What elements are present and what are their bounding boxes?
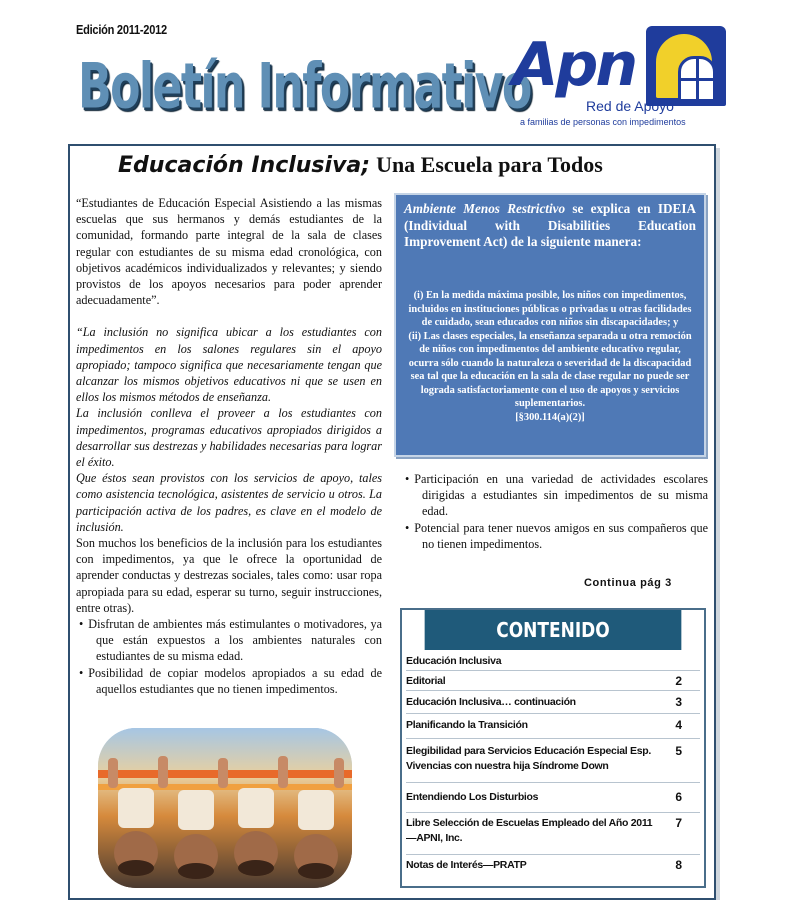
toc-title: Educación Inclusiva <box>406 655 502 667</box>
toc-row[interactable] <box>406 695 700 714</box>
logo-window-icon <box>678 56 716 102</box>
headline-main: Educación Inclusiva; <box>118 153 371 178</box>
toc-page: 6 <box>675 790 682 804</box>
list-item: • Potencial para tener nuevos amigos en sus compañeros que no tienen impedimentos. <box>402 520 708 552</box>
toc-row[interactable] <box>406 654 700 671</box>
logo-i-tower <box>646 26 726 106</box>
apni-logo <box>512 26 732 132</box>
inclusion-paragraph-1: “La inclusión no significa ubicar a los estudiantes con impedimentos en los salones regulares sin el apoyo apropiado; tampoco significa que necesariamente tengan que alcanzar los mismos objetivos educativos ni que se usen en ellos los mismos métodos de enseñanza. <box>76 325 382 405</box>
inclusion-paragraph-2: La inclusión conlleva el proveer a los estudiantes con impedimentos, programas educativos apropiados dirigidos a desarrollar sus destrezas y habilidades necesarias para lograr el éxito. <box>76 406 382 470</box>
benefits-list <box>76 616 382 697</box>
toc-title: Elegibilidad para Servicios Educación Especial Esp. Vivencias con nuestra hija Síndrome Down <box>406 745 651 772</box>
toc-page: 5 <box>675 744 682 758</box>
definition-paragraph: “Estudiantes de Educación Especial Asistiendo a las mismas escuelas que sus hermanos y demás estudiantes de la comunidad, formando parte integral de la sala de clases regular con estudiantes de su misma edad cronológica, con objetivos académicos individualizados y relevantes; y siendo provistos de los apoyos necesarios para poder aprender adecuadamente”. <box>76 196 382 308</box>
toc-row[interactable] <box>406 744 700 783</box>
contents-heading: CONTENIDO <box>425 610 682 650</box>
edition-label: Edición 2011-2012 <box>76 22 167 37</box>
idea-citation: [§300.114(a)(2)] <box>515 411 585 423</box>
children-photo <box>98 728 352 888</box>
toc-page: 3 <box>675 695 682 709</box>
idea-item-1: (i) En la medida máxima posible, los niños con impedimentos, incluidos en instituciones públicas o privadas u otras facilidades de cuidado, sean educados con niños sin discapacidades; y <box>408 290 692 328</box>
toc-row[interactable] <box>406 858 700 878</box>
headline-sub: Una Escuela para Todos <box>376 152 603 177</box>
right-column-bullets <box>402 471 708 552</box>
logo-letters: Apn <box>512 30 636 100</box>
toc-row[interactable] <box>406 674 700 691</box>
list-item: • Participación en una variedad de actividades escolares dirigidas a estudiantes sin impedimentos de su misma edad. <box>402 471 708 520</box>
toc-title: Notas de Interés—PRATP <box>406 859 527 871</box>
idea-box-heading <box>404 201 696 251</box>
toc-title: Editorial <box>406 675 446 687</box>
article-headline <box>118 152 603 178</box>
benefits-paragraph: Son muchos los beneficios de la inclusión para los estudiantes con impedimentos, ya que le ofrece la oportunidad de aprender conductas y destrezas sociales, tales como: usar ropa apropiada para su edad, esperar su turno, seguir instrucciones, entre otras). <box>76 536 382 615</box>
toc-row[interactable] <box>406 790 700 813</box>
list-item: • Posibilidad de copiar modelos apropiados a su edad de aquellos estudiantes que no tienen impedimentos. <box>76 665 382 697</box>
toc-row[interactable] <box>406 718 700 739</box>
continued-note: Continua pág 3 <box>584 577 672 589</box>
toc-page: 4 <box>675 718 682 732</box>
toc-title: Libre Selección de Escuelas Empleado del Año 2011—APNI, Inc. <box>406 817 653 844</box>
logo-arch <box>656 34 712 98</box>
idea-item-2: (ii) Las clases especiales, la enseñanza separada u otra remoción de niños con impedimentos del ambiente educativo regular, ocurra sólo cuando la naturaleza o severidad de la discapacidad sea tal que la educación en la sala de clase regular no puede ser lograda satisfactoriamente con el uso de apoyos y servicios suplementarios. <box>408 330 692 409</box>
toc-page: 8 <box>675 858 682 872</box>
bulletin-title: Boletín Informativo <box>78 50 531 123</box>
inclusion-paragraph-3: Que éstos sean provistos con los servicios de apoyo, tales como asistencia tecnológica, asistentes de servicio u otros. La participación activa de los padres, es clave en el modelo de inclusión. <box>76 471 382 534</box>
toc-title: Entendiendo Los Disturbios <box>406 791 539 803</box>
contents-box <box>400 608 706 888</box>
list-item: • Disfrutan de ambientes más estimulantes o motivadores, ya que están expuestos a los ambientes naturales con estudiantes de su misma edad. <box>76 616 382 665</box>
logo-red-de-apoyo: Red de Apoyo <box>586 98 674 114</box>
toc-page: 2 <box>675 674 682 688</box>
left-column <box>76 195 382 697</box>
toc-page: 7 <box>675 816 682 830</box>
idea-info-box <box>394 193 706 457</box>
logo-tagline: a familias de personas con impedimentos <box>520 117 686 127</box>
benefits-list-continued <box>402 471 708 552</box>
idea-box-heading-rest: se explica en IDEIA (Individual with Disabilities Education Improvement Act) de la siguiente manera: <box>404 201 696 249</box>
idea-box-body <box>406 289 694 424</box>
idea-box-term: Ambiente Menos Restrictivo <box>404 201 566 216</box>
toc-title: Educación Inclusiva… continuación <box>406 696 576 708</box>
toc-row[interactable] <box>406 816 700 855</box>
children-photo-illustration <box>98 728 352 888</box>
toc-title: Planificando la Transición <box>406 719 528 731</box>
